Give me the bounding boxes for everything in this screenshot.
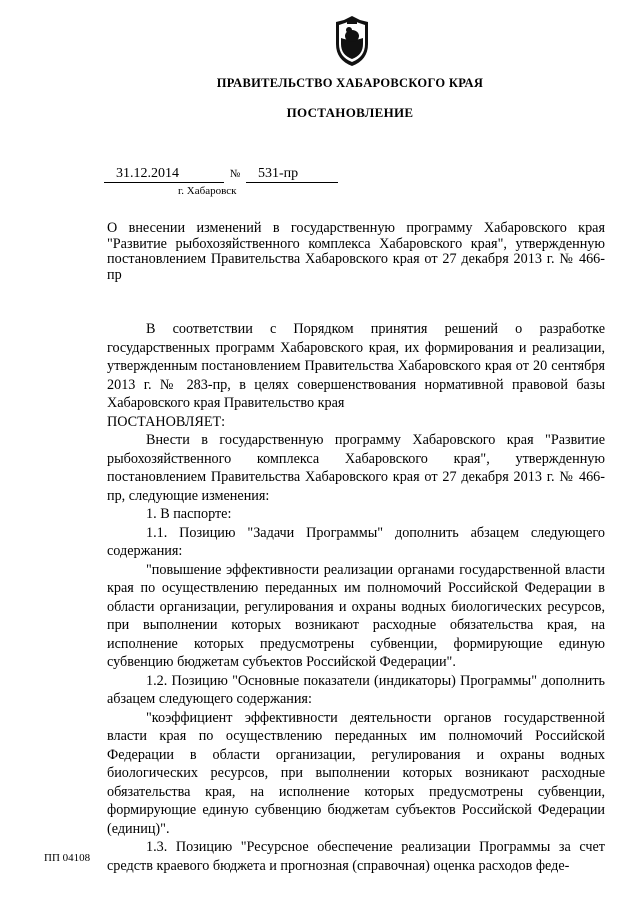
number-sign: № bbox=[229, 168, 241, 180]
document-subject: О внесении изменений в государственную программу Хабаровского края "Развитие рыбохозяйственного комплекса Хабаровского края", утвержденную постановлением Правительства Хабаровского края от 27 декабря 2013 г. № 466-пр bbox=[107, 220, 605, 283]
city: г. Хабаровск bbox=[178, 185, 237, 197]
document-body bbox=[107, 320, 605, 875]
document-date: 31.12.2014 bbox=[104, 166, 224, 183]
paragraph: "повышение эффективности реализации органами государственной власти края по осуществлению переданных им полномочий Российской Федерации в области организации, регулирования и охраны водных биологических ресурсов, при выполнении которых возникают расходные обязательства края, на исполнение которых предусмотрены субвенции, формирующие единую субвенцию бюджетам субъектов Российской Федерации". bbox=[107, 561, 605, 670]
intro-paragraph: В соответствии с Порядком принятия решений о разработке государственных программ Хабаровского края, их формирования и реализации, утвержденным постановлением Правительства Хабаровского края от 20 сентября 2013 г. № 283-пр, в целях совершенствования нормативной правовой базы Хабаровского края Правительство края bbox=[107, 321, 605, 411]
organization-title: ПРАВИТЕЛЬСТВО ХАБАРОВСКОГО КРАЯ bbox=[216, 76, 484, 90]
resolves-heading: ПОСТАНОВЛЯЕТ: bbox=[107, 413, 226, 430]
paragraph: 1.1. Позицию "Задачи Программы" дополнить абзацем следующего содержания: bbox=[107, 524, 605, 559]
paragraph: "коэффициент эффективности деятельности органов государственной власти края по осуществлению переданных им полномочий Российской Федерации в области организации, регулирования и охраны водных биологических ресурсов, при выполнении которых возникают расходные обязательства края, на исполнение которых предусмотрены субвенции, формирующие единую субвенцию бюджетам субъектов Российской Федерации (единиц)". bbox=[107, 709, 605, 837]
paragraph: 1.3. Позицию "Ресурсное обеспечение реализации Программы за счет средств краевого бюджета и прогнозная (справочная) оценка расходов феде- bbox=[107, 839, 605, 874]
paragraph: 1. В паспорте: bbox=[146, 506, 232, 522]
date-number-line bbox=[104, 166, 338, 183]
document-number: 531-пр bbox=[246, 166, 338, 183]
footer-code: ПП 04108 bbox=[44, 852, 91, 864]
document-type: ПОСТАНОВЛЕНИЕ bbox=[286, 105, 414, 120]
khabarovsk-coat-of-arms-icon bbox=[330, 14, 374, 68]
paragraph: Внести в государственную программу Хабаровского края "Развитие рыбохозяйственного комплекса Хабаровского края", утвержденную постановлением Правительства Хабаровского края от 27 декабря 2013 г. № 466-пр, следующие изменения: bbox=[107, 432, 605, 504]
paragraph: 1.2. Позицию "Основные показатели (индикаторы) Программы" дополнить абзацем следующего содержания: bbox=[107, 672, 605, 707]
